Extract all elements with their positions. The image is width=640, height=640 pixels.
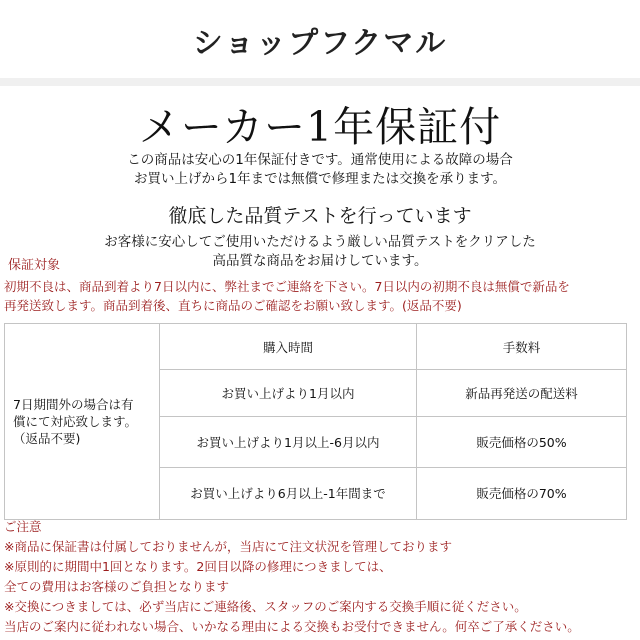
quality-description: [0, 233, 640, 271]
out-of-period-line: 償にて対応致します。: [13, 414, 138, 429]
column-header-period: 購入時間: [160, 324, 417, 370]
header-divider-band: [0, 78, 640, 86]
header: [0, 0, 640, 78]
period-cell: お買い上げより1月以内: [160, 370, 417, 417]
period-cell: お買い上げより6月以上-1年間まで: [160, 467, 417, 519]
shop-name: ショップフクマル: [192, 26, 448, 61]
quality-title: 徹底した品質テストを行っています: [168, 205, 472, 227]
note-line: 当店のご案内に従われない場合、いかなる理由による交換もお受付できません。何卒ご了承ください。: [4, 619, 580, 634]
table-header-row: [5, 324, 627, 370]
warranty-title: メーカー1年保証付: [138, 103, 502, 151]
fee-cell: 新品再発送の配送料: [417, 370, 627, 417]
note-line: ※交換につきましては、必ず当店にご連絡後、スタッフのご案内する交換手順に従ください。: [4, 599, 527, 614]
note-line: ※商品に保証書は付属しておりませんが，当店にて注文状況を管理しております: [4, 539, 452, 554]
out-of-period-cell: [5, 324, 160, 520]
notes-title: ご注意: [4, 519, 42, 534]
fee-table: [4, 323, 627, 520]
note-line: ※原則的に期間中1回となります。2回目以降の修理につきましては、: [4, 559, 392, 574]
note-line: 全ての費用はお客様のご負担となります: [4, 579, 230, 594]
warranty-line: お買い上げから1年までは無償で修理または交換を承ります。: [133, 171, 506, 187]
warranty-line: この商品は安心の1年保証付きです。通常使用による故障の場合: [127, 152, 513, 168]
out-of-period-line: 7日期間外の場合は有: [13, 397, 134, 412]
initial-defect-notice: [4, 277, 636, 315]
warranty-description: [0, 151, 640, 189]
out-of-period-line: （返品不要): [13, 431, 81, 446]
period-cell: お買い上げより1月以上-6月以内: [160, 417, 417, 467]
notes-section: [4, 517, 636, 637]
quality-line: お客様に安心してご使用いただけるよう厳しい品質テストをクリアした: [104, 234, 536, 250]
fee-cell: 販売価格の70%: [417, 467, 627, 519]
defect-line: 再発送致します。商品到着後、直ちに商品のご確認をお願い致します。(返品不要): [4, 298, 462, 313]
quality-line: 高品質な商品をお届けしています。: [212, 253, 428, 269]
defect-line: 初期不良は、商品到着より7日以内に、弊社までご連絡を下さい。7日以内の初期不良は無償で新品を: [4, 279, 570, 294]
guarantee-label: 保証対象: [8, 258, 61, 273]
fee-cell: 販売価格の50%: [417, 417, 627, 467]
column-header-fee: 手数料: [417, 324, 627, 370]
